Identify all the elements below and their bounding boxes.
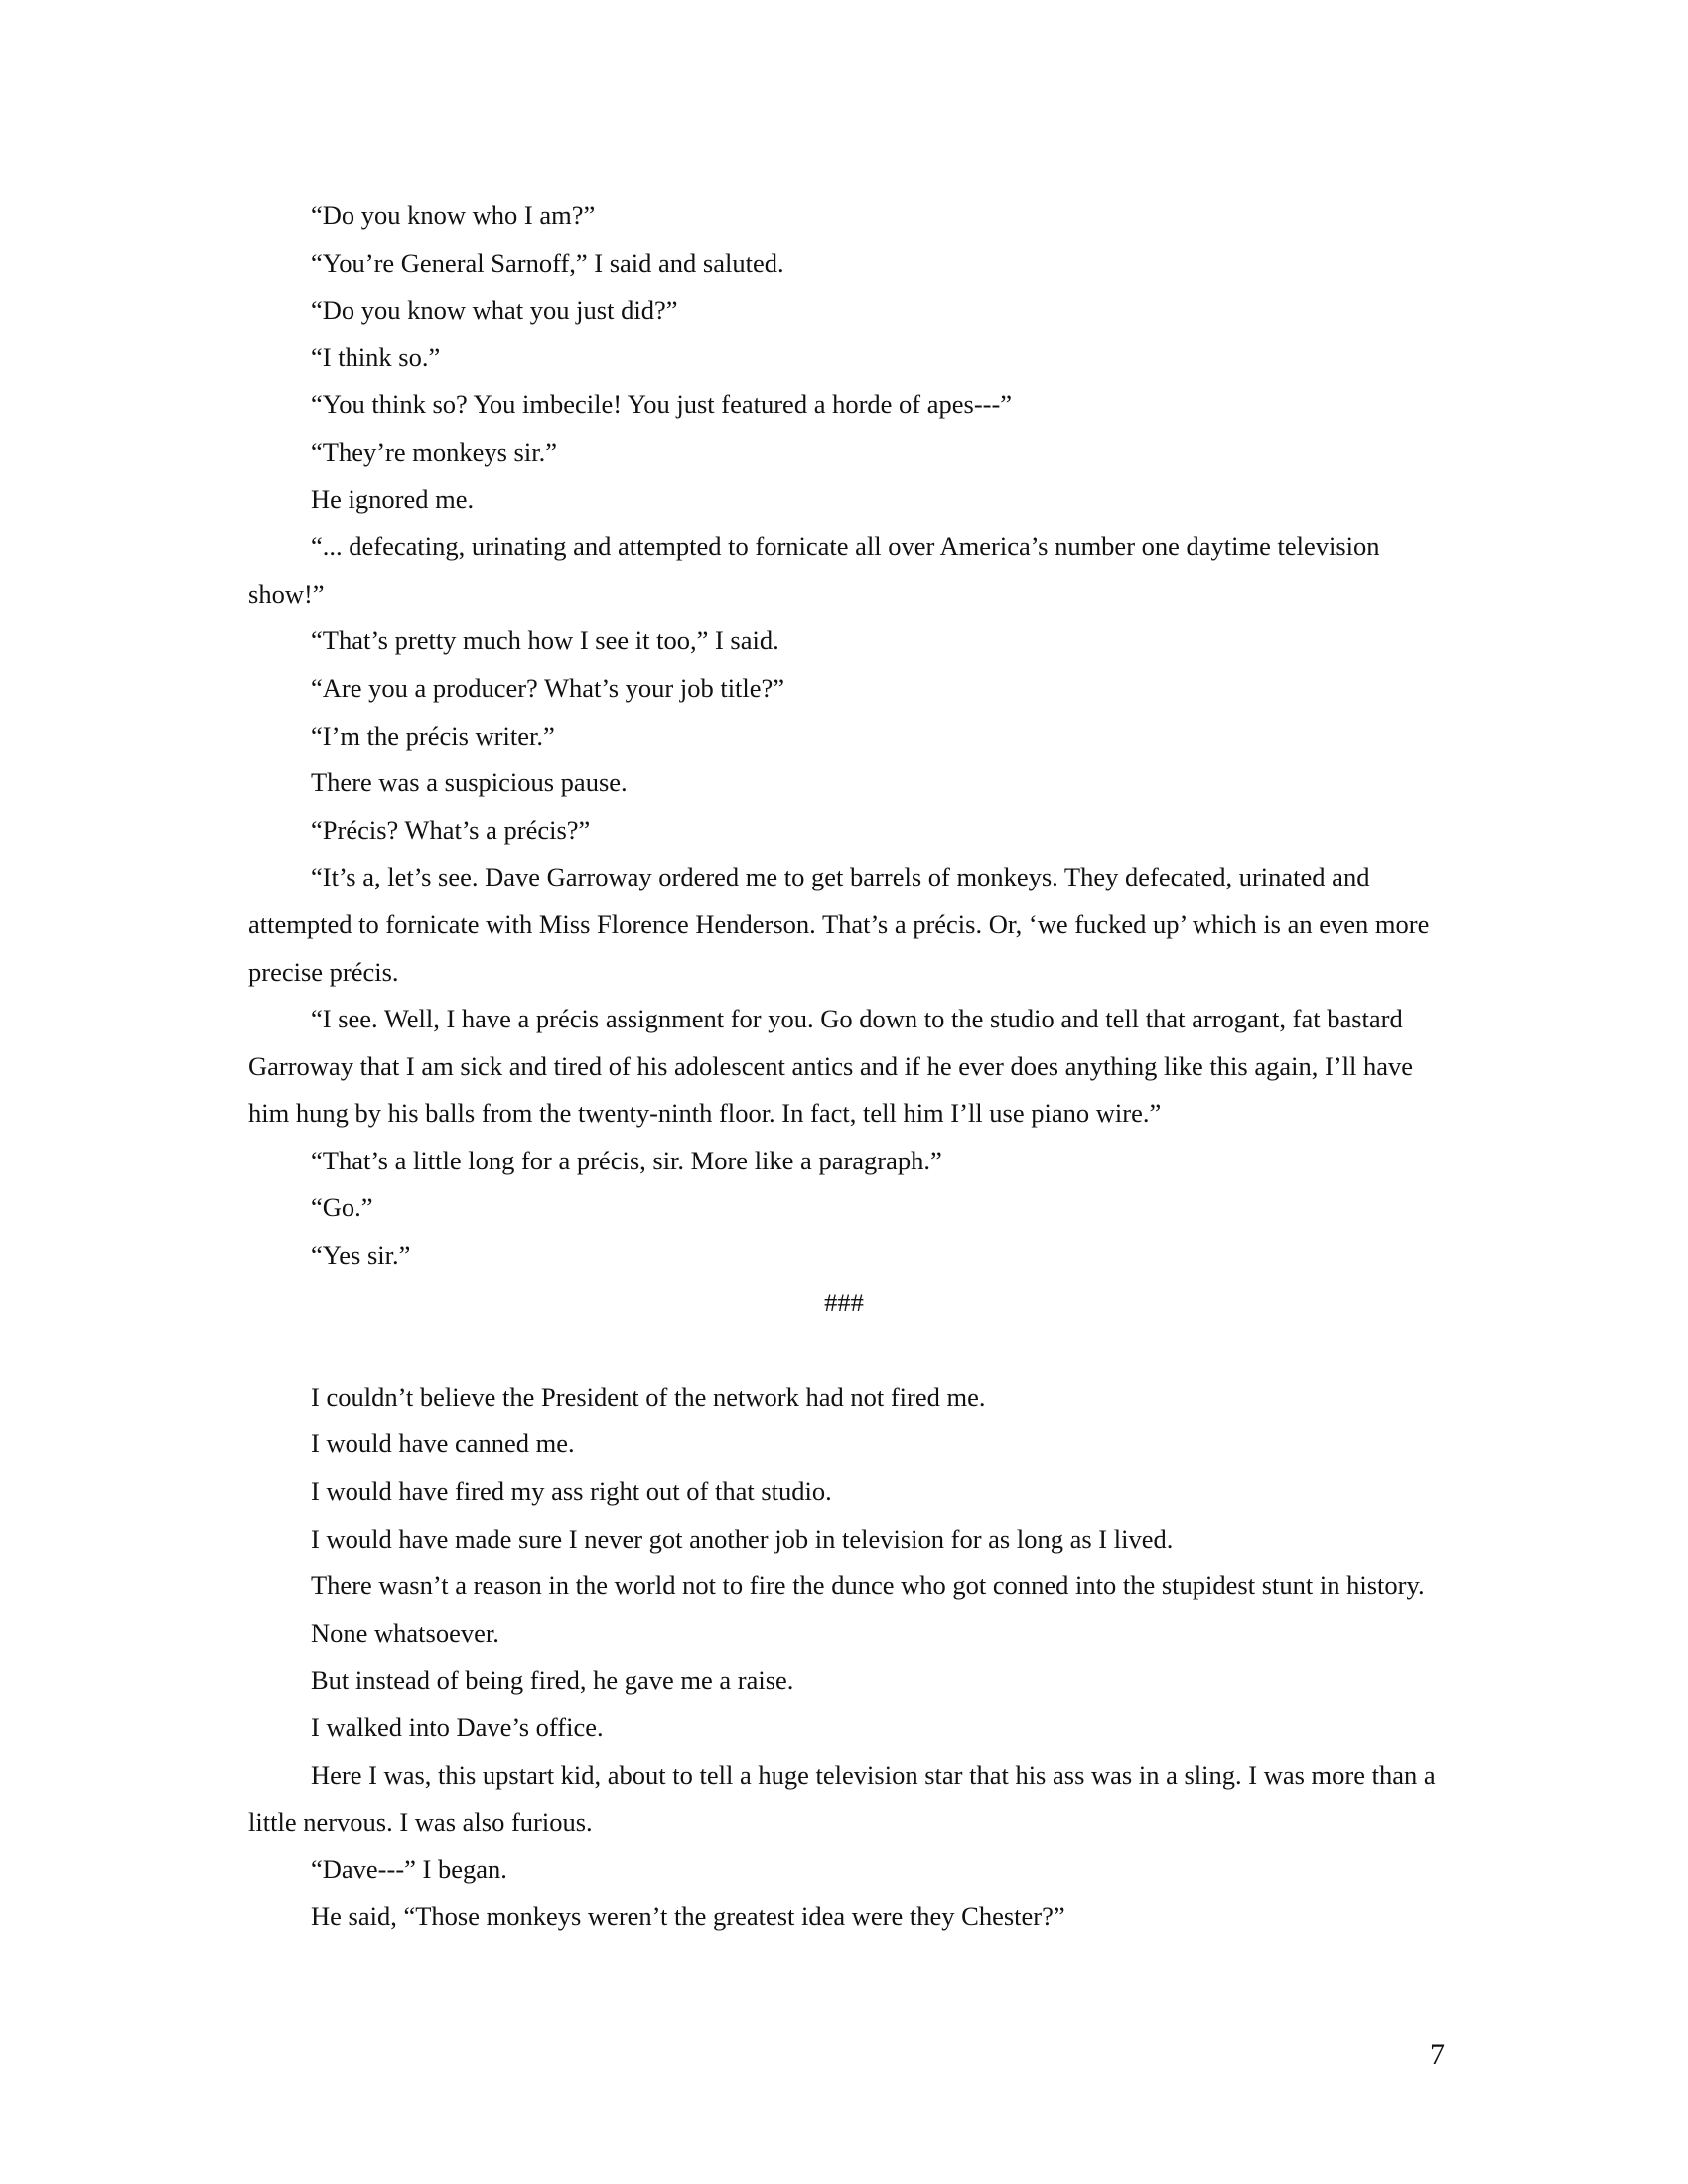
paragraph: He said, “Those monkeys weren’t the greatest idea were they Chester?”: [311, 1901, 1065, 1932]
paragraph: “Dave---” I began.: [311, 1853, 507, 1884]
paragraph: I would have made sure I never got another job in television for as long as I lived.: [311, 1523, 1174, 1554]
paragraph: But instead of being fired, he gave me a raise.: [311, 1665, 794, 1696]
paragraph: I walked into Dave’s office.: [311, 1712, 604, 1742]
paragraph: “... defecating, urinating and attempted to fornicate all over America’s number one daytime television show!”: [248, 531, 1380, 609]
page-body: [248, 193, 1440, 1941]
paragraph: “I’m the précis writer.”: [311, 720, 555, 751]
paragraph: “You’re General Sarnoff,” I said and saluted.: [311, 247, 784, 278]
paragraph: I would have canned me.: [311, 1429, 575, 1459]
paragraph: “They’re monkeys sir.”: [311, 436, 557, 467]
paragraph: Here I was, this upstart kid, about to tell a huge television star that his ass was in a sling. I was more than a little nervous. I was also furious.: [248, 1759, 1436, 1838]
paragraph: “Do you know who I am?”: [311, 201, 596, 230]
paragraph: “It’s a, let’s see. Dave Garroway ordered me to get barrels of monkeys. They defecated, urinated and attempted to fornicate with Miss Florence Henderson. That’s a précis. Or, ‘we fucked up’ which is an even more precise précis.: [248, 862, 1430, 987]
paragraph: “Yes sir.”: [311, 1240, 411, 1271]
paragraph: “I think so.”: [311, 341, 441, 372]
paragraph: “Go.”: [311, 1192, 373, 1223]
paragraph: “You think so? You imbecile! You just featured a horde of apes---”: [311, 389, 1013, 420]
paragraph: “Do you know what you just did?”: [311, 295, 678, 326]
paragraph: I couldn’t believe the President of the network had not fired me.: [311, 1381, 986, 1412]
paragraph: He ignored me.: [311, 483, 475, 514]
page-number: 7: [1430, 2038, 1445, 2071]
paragraph: “Précis? What’s a précis?”: [311, 814, 591, 845]
paragraph: “That’s a little long for a précis, sir. More like a paragraph.”: [311, 1145, 942, 1175]
paragraph: “Are you a producer? What’s your job title?”: [311, 672, 785, 703]
paragraph: There wasn’t a reason in the world not to fire the dunce who got conned into the stupidest stunt in history.: [311, 1570, 1425, 1601]
paragraph: I would have fired my ass right out of that studio.: [311, 1476, 832, 1507]
paragraph: There was a suspicious pause.: [311, 767, 628, 798]
paragraph: “I see. Well, I have a précis assignment for you. Go down to the studio and tell that arrogant, fat bastard Garroway that I am sick and tired of his adolescent antics and if he ever does anything like this again, I’ll have him hung by his balls from the twenty-ninth floor. In fact, tell him I’ll use piano wire.”: [248, 1004, 1413, 1129]
paragraph: “That’s pretty much how I see it too,” I said.: [311, 625, 779, 656]
paragraph: None whatsoever.: [311, 1617, 499, 1648]
section-separator: ###: [824, 1287, 864, 1317]
